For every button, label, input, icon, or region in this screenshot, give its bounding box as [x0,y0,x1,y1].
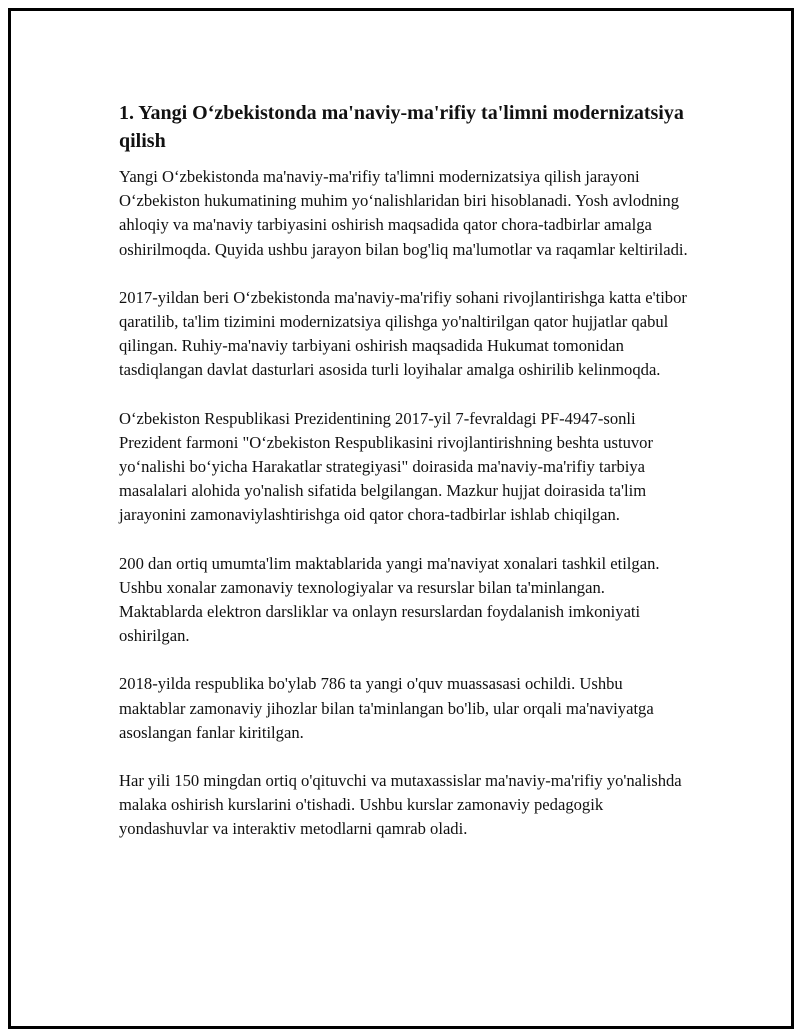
paragraph-teacher-training: Har yili 150 mingdan ortiq o'qituvchi va mutaxassislar ma'naviy-ma'rifiy yo'nalishda malaka oshirish kurslarini o'tishadi. Ushbu kurslar zamonaviy pedagogik yondashuvlar va interaktiv metodlarni qamrab oladi. [119,771,682,839]
paragraph-2017-reforms: 2017-yildan beri O‘zbekistonda ma'naviy-ma'rifiy sohani rivojlantirishga katta e'tibor qaratilib, ta'lim tizimini modernizatsiya qilishga yo'naltirilgan qator hujjatlar qabul qilingan. Ruhiy-ma'naviy tarbiyani oshirish maqsadida Hukumat tomonidan tasdiqlangan davlat dasturlari asosida turli loyihalar amalga oshirilib kelinmoqda. [119,287,687,380]
paragraph-presidential-decree: O‘zbekiston Respublikasi Prezidentining 2017-yil 7-fevraldagi PF-4947-sonli Prezident farmoni "O‘zbekiston Respublikasini rivojlantirishning beshta ustuvor yo‘nalishi bo‘yicha Harakatlar strategiyasi" doirasida ma'naviy-ma'rifiy tarbiya masalalari alohida yo'nalish sifatida belgilangan. Mazkur hujjat doirasida ta'lim jarayonini zamonaviylashtirishga oid qator chora-tadbirlar ishlab chiqilgan. [119,408,653,525]
document-body [119,99,691,866]
paragraph-2018-institutions: 2018-yilda respublika bo'ylab 786 ta yangi o'quv muassasasi ochildi. Ushbu maktablar zamonaviy jihozlar bilan ta'minlangan bo'lib, ular orqali ma'naviyatga asoslangan fanlar kiritilgan. [119,674,654,742]
section-heading: 1. Yangi O‘zbekistonda ma'naviy-ma'rifiy ta'limni modernizatsiya qilish [119,102,684,152]
page-frame [8,8,794,1029]
paragraph-schools-rooms: 200 dan ortiq umumta'lim maktablarida yangi ma'naviyat xonalari tashkil etilgan. Ushbu xonalar zamonaviy texnologiyalar va resurslar bilan ta'minlangan. Maktablarda elektron darsliklar va onlayn resurslardan foydalanish imkoniyati oshirilgan. [119,553,660,646]
paragraph-intro: Yangi O‘zbekistonda ma'naviy-ma'rifiy ta'limni modernizatsiya qilish jarayoni O‘zbekiston hukumatining muhim yo‘nalishlaridan biri hisoblanadi. Yosh avlodning ahloqiy va ma'naviy tarbiyasini oshirish maqsadida qator chora-tadbirlar amalga oshirilmoqda. Quyida ushbu jarayon bilan bog'liq ma'lumotlar va raqamlar keltiriladi. [119,167,688,259]
